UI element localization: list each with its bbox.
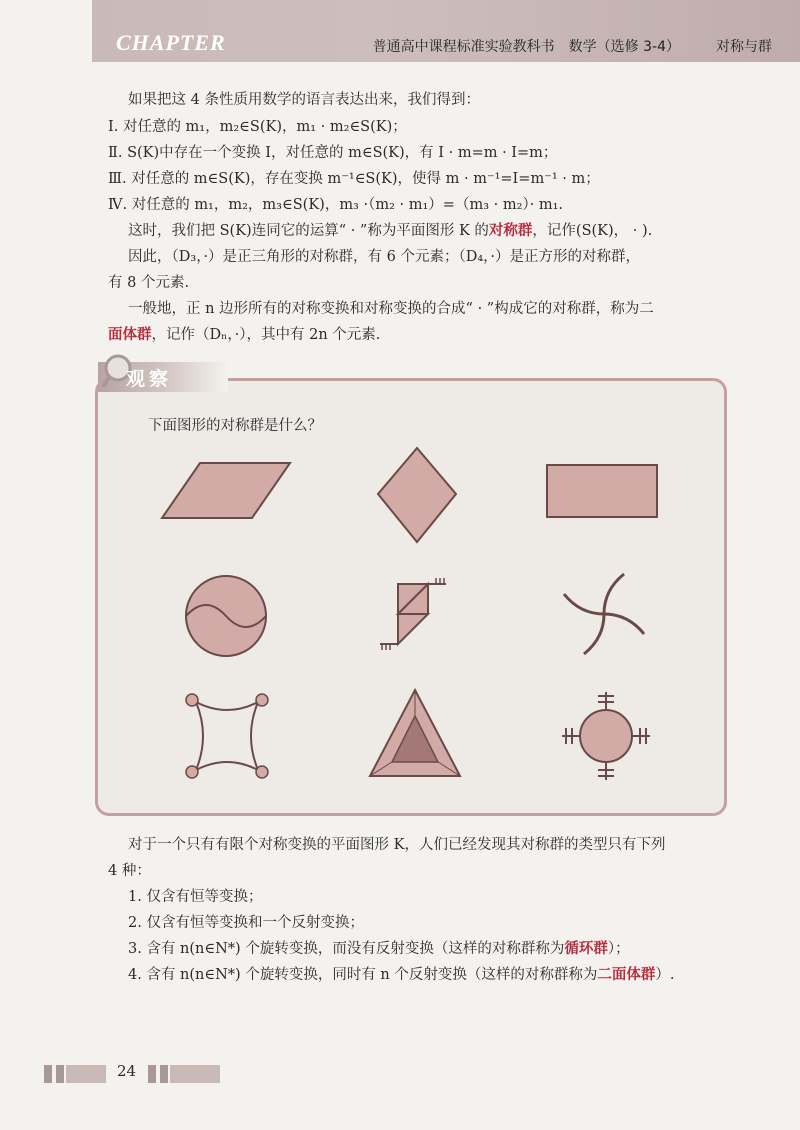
rotational-zigzag-figure [368, 570, 468, 670]
term-dihedral-group-2: 二面体群 [597, 966, 656, 983]
sun-symbol-figure [558, 688, 654, 784]
book-title: 普通高中课程标准实验教科书 数学（选修 3-4） [372, 39, 680, 55]
conclusion-line1: 对于一个只有有限个对称变换的平面图形 K，人们已经发现其对称群的类型只有下列 [128, 837, 666, 853]
type-3-text: 3. 含有 n(n∈N*) 个旋转变换，而没有反射变换（这样的对称群称为 [128, 941, 565, 957]
type-4 [128, 963, 675, 984]
general-line1: 一般地，正 n 边形所有的对称变换和对称变换的合成“ · ”构成它的对称群，称为二 [128, 301, 654, 317]
topic-title: 对称与群 [716, 39, 772, 55]
dihedral-example-line2: 有 8 个元素. [108, 275, 190, 291]
definition-text: 这时，我们把 S(K)连同它的运算“ · ”称为平面图形 K 的 [128, 223, 489, 239]
page-number: 24 [117, 1062, 137, 1080]
type-1: 1. 仅含有恒等变换； [128, 889, 263, 905]
rhombus-figure [374, 444, 460, 546]
symmetry-group-definition [128, 219, 652, 240]
chapter-label: CHAPTER [116, 30, 226, 55]
definition-notation: ，记作(S(K)， · ). [532, 223, 653, 239]
nested-triangle-figure [366, 686, 464, 780]
property-1: Ⅰ. 对任意的 m₁，m₂∈S(K)，m₁ · m₂∈S(K)； [108, 119, 407, 135]
parallelogram-figure [160, 458, 295, 523]
rectangle-figure [544, 462, 660, 520]
term-cyclic-group: 循环群 [564, 940, 608, 957]
type-3 [128, 937, 630, 958]
pinwheel-arcs-figure [556, 566, 652, 662]
yin-yang-circle-figure [182, 572, 270, 660]
curved-square-figure [180, 686, 274, 786]
general-line2 [108, 323, 380, 344]
type-4-end: ）. [655, 967, 675, 983]
property-4: Ⅳ. 对任意的 m₁，m₂，m₃∈S(K)，m₃ ·（m₂ · m₁）=（m₃ · m₂）· m₁. [108, 197, 564, 213]
type-4-text: 4. 含有 n(n∈N*) 个旋转变换，同时有 n 个反射变换（这样的对称群称为 [128, 967, 598, 983]
type-3-end: ）； [607, 941, 630, 957]
property-2: Ⅱ. S(K)中存在一个变换 I，对任意的 m∈S(K)，有 I · m=m · I=m； [108, 145, 558, 161]
observe-question: 下面图形的对称群是什么？ [148, 418, 322, 434]
type-2: 2. 仅含有恒等变换和一个反射变换； [128, 915, 364, 931]
conclusion-line2: 4 种： [108, 863, 151, 879]
intro-text: 如果把这 4 条性质用数学的语言表达出来，我们得到： [128, 92, 480, 108]
observe-title: 观察 [126, 368, 173, 390]
property-3: Ⅲ. 对任意的 m∈S(K)，存在变换 m⁻¹∈S(K)，使得 m · m⁻¹=I=m⁻¹ · m； [108, 171, 600, 187]
page-header [92, 0, 800, 62]
dihedral-example-line1: 因此，（D₃，·）是正三角形的对称群，有 6 个元素；（D₄，·）是正方形的对称群， [128, 249, 641, 265]
general-notation: ，记作（Dₙ，·），其中有 2n 个元素. [151, 327, 381, 343]
term-symmetry-group: 对称群 [488, 222, 533, 239]
term-dihedral-group: 面体群 [108, 326, 152, 343]
